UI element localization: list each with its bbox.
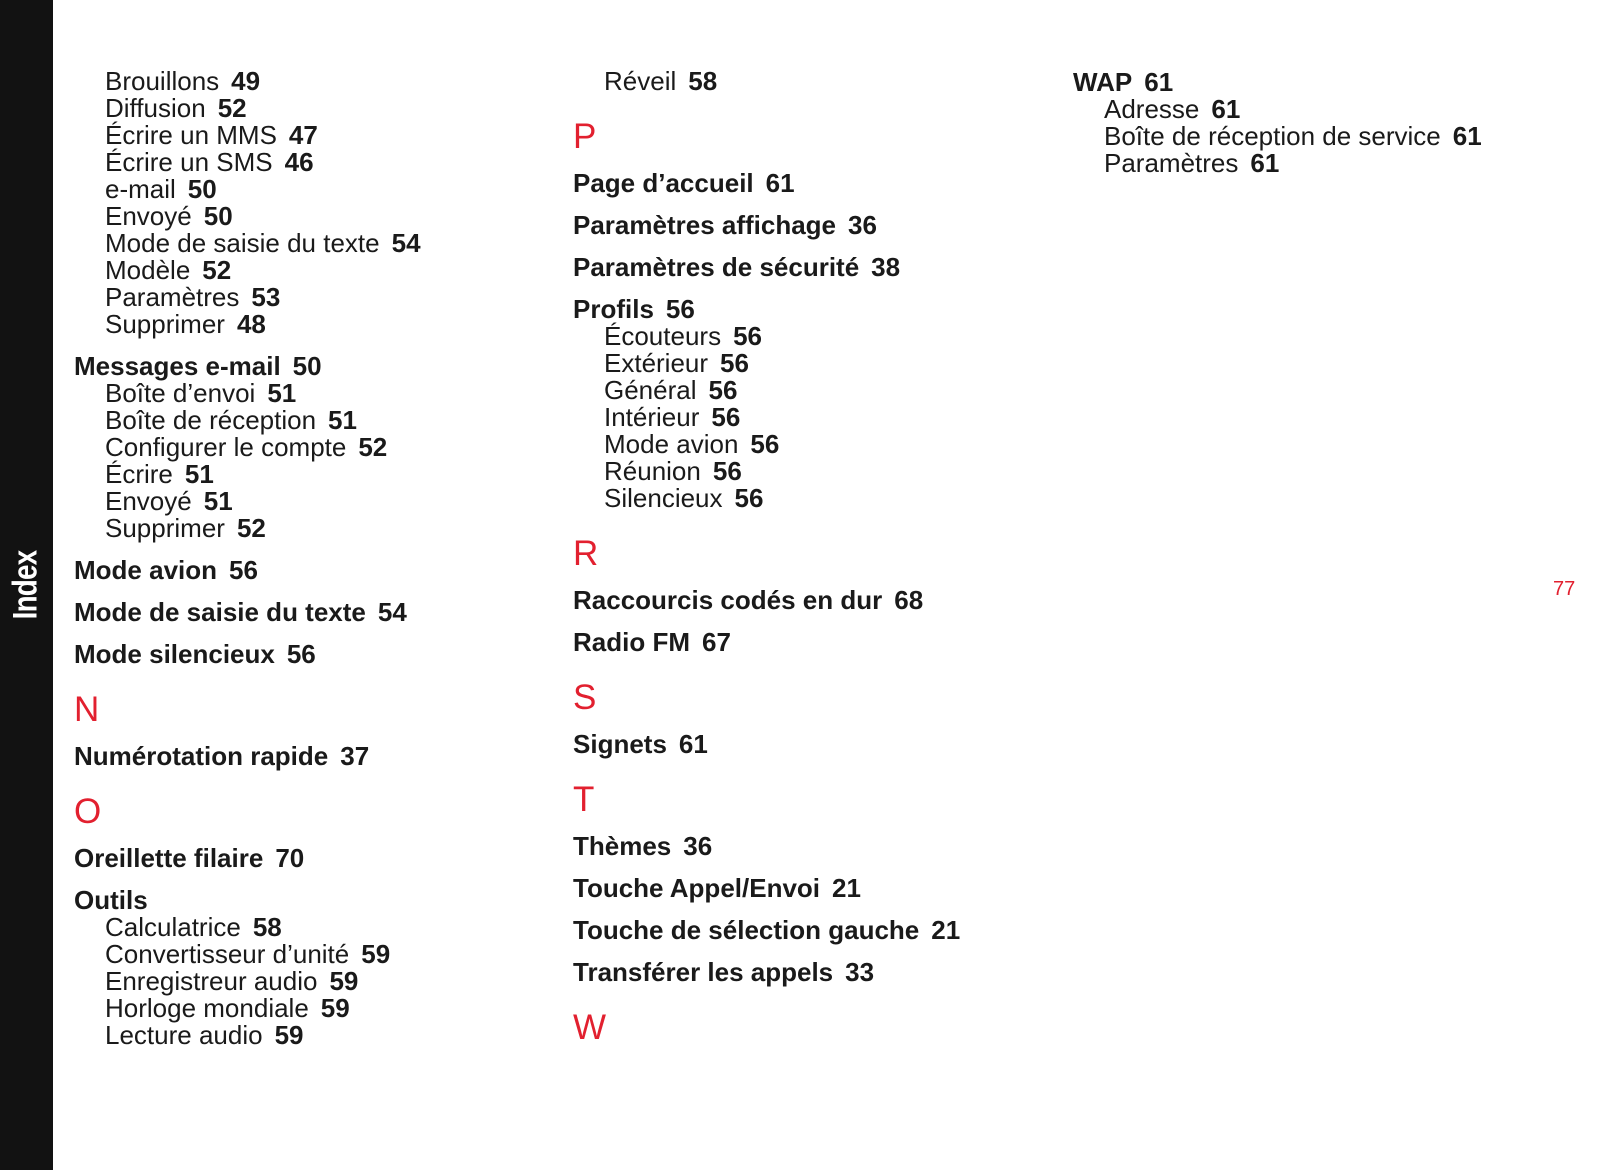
- index-subentry: [74, 488, 544, 515]
- index-subentry-text: Adresse: [1104, 94, 1200, 124]
- index-subentry: [573, 350, 1043, 377]
- index-term: [573, 253, 1043, 281]
- index-subentry: [74, 914, 544, 941]
- index-subentry-page: 56: [712, 456, 742, 486]
- index-subentry-page: 58: [252, 912, 282, 942]
- index-term-text: Thèmes: [573, 831, 672, 861]
- index-term-text: Touche de sélection gauche: [573, 915, 920, 945]
- index-subentry-text: Écrire un SMS: [105, 147, 273, 177]
- index-page-number: 38: [871, 252, 901, 282]
- index-page-number: 61: [765, 168, 795, 198]
- index-subentry-text: Supprimer: [105, 309, 225, 339]
- index-subentry: [74, 284, 544, 311]
- index-subentry: [74, 968, 544, 995]
- index-term-text: Mode silencieux: [74, 639, 275, 669]
- index-subentry-text: Brouillons: [105, 66, 220, 96]
- index-entry: [573, 169, 1043, 197]
- index-entry: [1073, 68, 1553, 177]
- index-page-number: 56: [229, 555, 258, 585]
- side-tab-label: Index: [6, 550, 45, 620]
- index-subentry-page: 52: [202, 255, 232, 285]
- index-subentry-text: Écouteurs: [604, 321, 722, 351]
- index-term-text: Paramètres affichage: [573, 210, 837, 240]
- index-subentry-page: 51: [328, 405, 357, 435]
- index-subentry-text: Envoyé: [105, 486, 192, 516]
- index-subentry-page: 51: [267, 378, 297, 408]
- index-subentry-page: 61: [1452, 121, 1482, 151]
- index-subentry: [1073, 150, 1553, 177]
- index-entry: [74, 844, 544, 872]
- index-subentry-text: Intérieur: [604, 402, 700, 432]
- index-column-1: [74, 68, 544, 1049]
- index-page-number: 61: [678, 729, 708, 759]
- index-subentry-text: Réveil: [604, 66, 677, 96]
- index-subentry-text: Mode de saisie du texte: [105, 228, 380, 258]
- index-letter-heading: W: [573, 1008, 607, 1047]
- index-subentry-page: 47: [288, 120, 318, 150]
- index-page-number: 21: [931, 915, 961, 945]
- index-term-text: Page d’accueil: [573, 168, 754, 198]
- index-subentry: [74, 515, 544, 542]
- index-page-number: 33: [845, 957, 875, 987]
- index-page-number: 36: [848, 210, 877, 240]
- index-entry: [74, 68, 544, 338]
- index-column-3: [1073, 68, 1553, 177]
- index-term: [573, 586, 1043, 614]
- index-subentry: [573, 458, 1043, 485]
- index-entry: [74, 352, 544, 542]
- index-page-number: 61: [1144, 67, 1174, 97]
- index-subentry-page: 56: [720, 348, 749, 378]
- index-subentry: [573, 323, 1043, 350]
- page-number: 77: [1553, 578, 1576, 600]
- index-entry: [573, 253, 1043, 281]
- index-subentry: [74, 380, 544, 407]
- index-term: [74, 598, 544, 626]
- index-subentry-text: Calculatrice: [105, 912, 241, 942]
- index-subentry-text: Silencieux: [604, 483, 723, 513]
- index-entry: [573, 832, 1043, 860]
- index-entry: [573, 68, 1043, 95]
- index-term: [74, 556, 544, 584]
- index-subentry-text: Convertisseur d’unité: [105, 939, 350, 969]
- index-subentry-page: 50: [203, 201, 233, 231]
- index-subentry-page: 52: [236, 513, 266, 543]
- side-tab: [0, 0, 53, 1170]
- index-subentry: [74, 995, 544, 1022]
- index-subentry-text: Mode avion: [604, 429, 739, 459]
- index-term-text: Mode avion: [74, 555, 218, 585]
- index-subentry-page: 46: [284, 147, 314, 177]
- index-term: [74, 742, 544, 770]
- index-page-number: 56: [665, 294, 695, 324]
- index-term: [573, 916, 1043, 944]
- index-subentry-text: Lecture audio: [105, 1020, 263, 1050]
- index-subentry-page: 56: [711, 402, 741, 432]
- index-subentry-page: 54: [391, 228, 421, 258]
- index-subentry-page: 49: [231, 66, 261, 96]
- index-page-number: 68: [894, 585, 924, 615]
- index-subentry: [573, 404, 1043, 431]
- index-term-text: Touche Appel/Envoi: [573, 873, 821, 903]
- index-term: [74, 640, 544, 668]
- index-subentry-text: Écrire: [105, 459, 173, 489]
- index-entry: [573, 295, 1043, 512]
- index-subentry: [74, 230, 544, 257]
- index-subentry-text: Boîte d’envoi: [105, 378, 256, 408]
- index-subentry-page: 51: [203, 486, 233, 516]
- index-subentry: [74, 407, 544, 434]
- index-subentry: [74, 68, 544, 95]
- index-term-text: Outils: [74, 885, 148, 915]
- index-entry: [573, 586, 1043, 614]
- index-page-number: 67: [702, 627, 731, 657]
- index-subentry-page: 59: [274, 1020, 304, 1050]
- index-subentry-page: 51: [184, 459, 214, 489]
- index-subentry-text: Réunion: [604, 456, 701, 486]
- index-entry: [573, 628, 1043, 656]
- index-page-number: 54: [377, 597, 407, 627]
- index-subentry-text: Écrire un MMS: [105, 120, 277, 150]
- index-subentry-text: Boîte de réception: [105, 405, 317, 435]
- index-subentry: [74, 257, 544, 284]
- index-term-text: Raccourcis codés en dur: [573, 585, 883, 615]
- index-term-text: Profils: [573, 294, 654, 324]
- index-entry: [74, 598, 544, 626]
- index-subentry-text: Modèle: [105, 255, 191, 285]
- index-subentry-page: 56: [750, 429, 780, 459]
- index-term: [1073, 68, 1553, 96]
- index-entry: [573, 958, 1043, 986]
- index-subentry-page: 58: [688, 66, 718, 96]
- index-subentry-text: Enregistreur audio: [105, 966, 318, 996]
- index-term: [74, 352, 544, 380]
- index-subentry: [74, 149, 544, 176]
- index-letter-heading: S: [573, 678, 597, 717]
- index-subentry-text: Paramètres: [105, 282, 240, 312]
- index-term: [573, 730, 1043, 758]
- index-entry: [74, 742, 544, 770]
- index-subentry-text: Diffusion: [105, 93, 206, 123]
- index-subentry-text: Général: [604, 375, 697, 405]
- index-term: [573, 169, 1043, 197]
- index-entry: [573, 730, 1043, 758]
- index-entry: [573, 916, 1043, 944]
- index-term-text: Mode de saisie du texte: [74, 597, 366, 627]
- index-term-text: Paramètres de sécurité: [573, 252, 860, 282]
- index-subentry: [74, 311, 544, 338]
- index-subentry-text: Paramètres: [1104, 148, 1239, 178]
- index-subentry-text: Envoyé: [105, 201, 192, 231]
- index-subentry-page: 61: [1250, 148, 1280, 178]
- index-subentry-text: Horloge mondiale: [105, 993, 309, 1023]
- index-subentry: [74, 122, 544, 149]
- index-term: [573, 958, 1043, 986]
- index-term-text: Radio FM: [573, 627, 690, 657]
- index-term: [573, 628, 1043, 656]
- index-term-text: WAP: [1073, 67, 1133, 97]
- index-subentry: [74, 95, 544, 122]
- index-term: [573, 295, 1043, 323]
- index-subentry-page: 61: [1211, 94, 1241, 124]
- index-subentry-page: 53: [251, 282, 281, 312]
- index-letter-heading: R: [573, 534, 599, 573]
- index-subentry-page: 56: [708, 375, 738, 405]
- index-column-2: [573, 68, 1043, 1060]
- index-term: [573, 832, 1043, 860]
- index-subentry: [573, 485, 1043, 512]
- index-subentry: [74, 461, 544, 488]
- index-subentry-page: 59: [320, 993, 350, 1023]
- index-term: [573, 874, 1043, 902]
- index-subentry: [573, 377, 1043, 404]
- index-subentry-text: Extérieur: [604, 348, 709, 378]
- index-subentry-text: Supprimer: [105, 513, 225, 543]
- index-page-number: 50: [292, 351, 322, 381]
- index-subentry-text: e-mail: [105, 174, 176, 204]
- index-term-text: Numérotation rapide: [74, 741, 329, 771]
- index-subentry: [74, 1022, 544, 1049]
- index-term-text: Messages e-mail: [74, 351, 281, 381]
- index-term-text: Signets: [573, 729, 667, 759]
- index-term-text: Oreillette filaire: [74, 843, 264, 873]
- index-page-number: 37: [340, 741, 370, 771]
- index-page-number: 70: [275, 843, 305, 873]
- index-subentry: [573, 431, 1043, 458]
- index-page-number: 21: [832, 873, 861, 903]
- index-term: [74, 844, 544, 872]
- index-entry: [74, 886, 544, 1049]
- index-page-number: 56: [286, 639, 316, 669]
- index-entry: [573, 211, 1043, 239]
- index-subentry: [74, 203, 544, 230]
- index-subentry: [74, 941, 544, 968]
- index-subentry: [74, 434, 544, 461]
- index-entry: [573, 874, 1043, 902]
- index-subentry-page: 48: [236, 309, 266, 339]
- index-entry: [74, 556, 544, 584]
- index-subentry: [573, 68, 1043, 95]
- index-subentry-page: 59: [361, 939, 391, 969]
- index-letter-heading: P: [573, 117, 597, 156]
- index-entry: [74, 640, 544, 668]
- index-term: [573, 211, 1043, 239]
- index-subentry-page: 52: [358, 432, 388, 462]
- index-subentry: [1073, 96, 1553, 123]
- index-subentry-page: 56: [734, 483, 764, 513]
- index-letter-heading: T: [573, 780, 595, 819]
- index-subentry: [1073, 123, 1553, 150]
- index-letter-heading: O: [74, 792, 102, 831]
- index-term-text: Transférer les appels: [573, 957, 834, 987]
- index-subentry-page: 52: [217, 93, 247, 123]
- index-subentry-page: 56: [733, 321, 762, 351]
- index-subentry-text: Configurer le compte: [105, 432, 347, 462]
- index-term: [74, 886, 544, 914]
- index-letter-heading: N: [74, 690, 100, 729]
- index-page-number: 36: [683, 831, 713, 861]
- index-subentry-page: 50: [187, 174, 217, 204]
- index-subentry-text: Boîte de réception de service: [1104, 121, 1441, 151]
- index-subentry-page: 59: [329, 966, 359, 996]
- index-subentry: [74, 176, 544, 203]
